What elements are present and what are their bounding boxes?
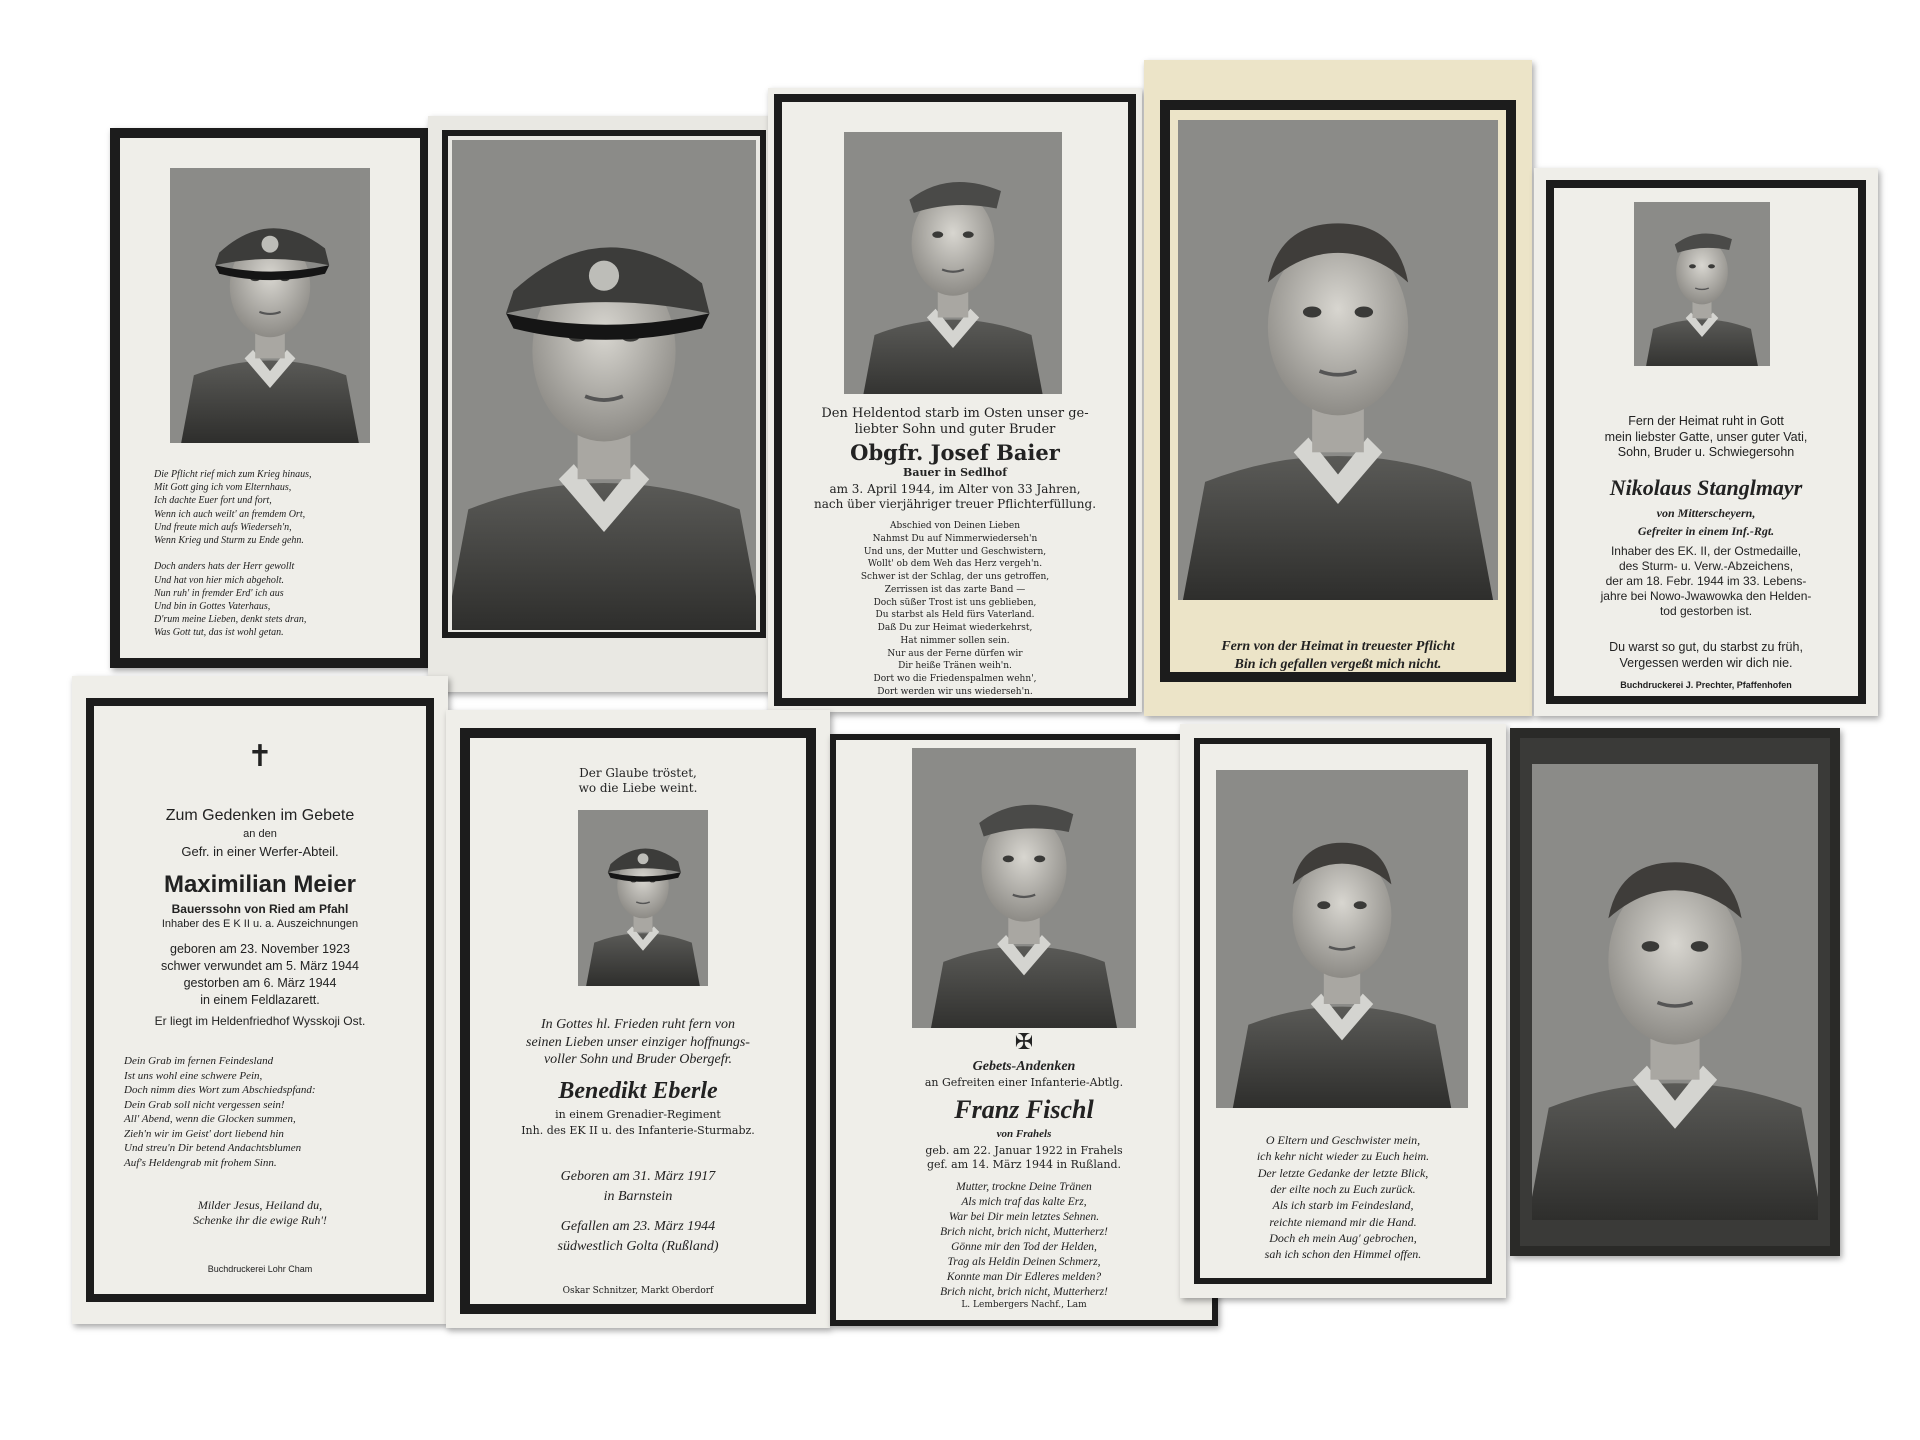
memorial-heading: Zum Gedenken im Gebete xyxy=(165,807,355,824)
soldier-name: Benedikt Eberle xyxy=(558,1078,718,1104)
soldier-name: Nikolaus Stanglmayr xyxy=(1609,475,1803,500)
memorial-intro: In Gottes hl. Frieden ruht fern von seinen Lieben unser einziger hoffnungs- voller Sohn und Bruder Obergefr. xyxy=(526,1017,750,1067)
line-an: an den xyxy=(243,828,277,840)
memorial-card-5 xyxy=(1534,168,1878,716)
soldier-portrait xyxy=(452,140,756,630)
soldier-portrait xyxy=(170,168,370,443)
soldier-origin: von Frahels xyxy=(996,1128,1052,1140)
memorial-card-4 xyxy=(1144,60,1532,716)
memorial-prayer: Milder Jesus, Heiland du, Schenke ihr die ewige Ruh'! xyxy=(193,1198,327,1227)
memorial-caption: Fern von der Heimat in treuester Pflicht Bin ich gefallen vergeßt mich nicht. xyxy=(1221,639,1455,672)
soldier-name: Maximilian Meier xyxy=(163,871,357,898)
grave-location: Er liegt im Heldenfriedhof Wysskoji Ost. xyxy=(154,1014,366,1028)
memorial-details: geb. am 22. Januar 1922 in Frahels gef. am 14. März 1944 in Rußland. xyxy=(925,1144,1123,1171)
memorial-card-9 xyxy=(1180,724,1506,1298)
soldier-award: Inhaber des E K II u. a. Auszeichnungen xyxy=(161,918,359,930)
memorial-card-1 xyxy=(110,128,430,668)
died-date: Gefallen am 23. März 1944 xyxy=(560,1219,716,1234)
memorial-card-6 xyxy=(72,676,448,1324)
memorial-card-8 xyxy=(830,734,1218,1326)
soldier-portrait xyxy=(1178,120,1498,600)
soldier-portrait xyxy=(844,132,1062,394)
printer-credit: Buchdruckerei J. Prechter, Pfaffenhofen xyxy=(1620,680,1792,690)
memorial-details: am 3. April 1944, im Alter von 33 Jahren, nach über vierjähriger treuer Pflichterfüllung. xyxy=(813,482,1097,511)
printer-credit: L. Lembergers Nachf., Lam xyxy=(961,1300,1087,1310)
memorial-card-3 xyxy=(768,88,1142,712)
soldier-unit: in einem Grenadier-Regiment xyxy=(555,1108,721,1121)
soldier-rank: Gefr. in einer Werfer-Abteil. xyxy=(181,844,339,859)
soldier-name: Obgfr. Josef Baier xyxy=(850,440,1060,465)
soldier-portrait xyxy=(1532,764,1818,1220)
memorial-verse: Abschied von Deinen Lieben Nahmst Du auf Nimmerwiederseh'n Und uns, der Mutter und Geschwistern, Wollt' ob dem Weh das Herz vergeh'n. Schwer ist der Schlag, der uns getroffen, Zerrissen ist das zarte Band — Doch süßer Trost ist uns geblieben, Du starbst als Held fürs Vaterland. Daß Du zur Heimat wiederkehrst, Hat nimmer sollen sein. Nur aus der Ferne dürfen wir Dir heiße Tränen weih'n. Dort wo die Friedenspalmen wehn', Dort werden wir uns wiederseh'n. xyxy=(860,521,1050,697)
printer-credit: Oskar Schnitzer, Markt Oberdorf xyxy=(562,1286,714,1296)
memorial-verse: Dein Grab im fernen Feindesland Ist uns wohl eine schwere Pein, Doch nimm dies Wort zum Abschiedspfand: Dein Grab soll nicht vergessen sein! All' Abend, wenn die Glocken summen, Zieh'n wir im Geist' dort liebend hin Und streu'n Dir betend Andachtsblumen Auf's Heldengrab mit frohem Sinn. xyxy=(124,1055,316,1169)
soldier-portrait xyxy=(912,748,1136,1028)
memorial-heading: Gebets-Andenken xyxy=(972,1059,1076,1074)
born-place: in Barnstein xyxy=(603,1189,673,1204)
iron-cross-icon: ✠ xyxy=(1014,1030,1034,1055)
born-date: Geboren am 31. März 1917 xyxy=(560,1169,716,1184)
soldier-portrait xyxy=(1634,202,1770,366)
soldier-portrait xyxy=(578,810,708,986)
soldier-origin: Bauer in Sedlhof xyxy=(903,466,1007,479)
died-place: in einem Feldlazarett. xyxy=(200,993,320,1007)
soldier-rank: an Gefreiten einer Infanterie-Abtlg. xyxy=(924,1076,1124,1089)
memorial-intro: Den Heldentod starb im Osten unser ge- liebter Sohn und guter Bruder xyxy=(821,406,1089,438)
cross-icon: ✝ xyxy=(247,739,273,774)
memorial-details: Inhaber des EK. II, der Ostmedaille, des Sturm- u. Verw.-Abzeichens, der am 18. Febr. 1944 im 33. Lebens- jahre bei Nowo-Jwawowka den Helden- tod gestorben ist. xyxy=(1600,544,1812,618)
memorial-motto: Der Glaube tröstet, wo die Liebe weint. xyxy=(578,766,698,795)
printer-credit: Buchdruckerei Lohr Cham xyxy=(207,1264,313,1274)
memorial-verse: Die Pflicht rief mich zum Krieg hinaus, Mit Gott ging ich vom Elternhaus, Ich dachte Euer fort und fort, Wenn ich auch weilt' an fremdem Ort, Und freute mich aufs Wiederseh'n, Wenn Krieg und Sturm zu Ende gehn. Doch anders hats der Herr gewollt Und hat von hier mich abgeholt. Nun ruh' in fremder Erd' ich aus Und bin in Gottes Vaterhaus, D'rum meine Lieben, denkt stets dran, Was Gott tut, das ist wohl getan. xyxy=(154,469,312,639)
died-place: südwestlich Golta (Rußland) xyxy=(557,1239,719,1254)
memorial-card-2 xyxy=(428,116,780,692)
memorial-verse: Mutter, trockne Deine Tränen Als mich traf das kalte Erz, War bei Dir mein letztes Sehnen. Brich nicht, brich nicht, Mutterherz! Gönne mir den Tod der Helden, Trag als Heldin Deinen Schmerz, Konnte man Dir Edleres melden? Brich nicht, brich nicht, Mutterherz! xyxy=(940,1181,1108,1298)
memorial-verse: O Eltern und Geschwister mein, ich kehr nicht wieder zu Euch heim. Der letzte Gedanke der letzte Blick, der eilte noch zu Euch zurück. Als ich starb im Feindesland, reichte niemand mir die Hand. Doch eh mein Aug' gebrochen, sah ich schon den Himmel offen. xyxy=(1256,1133,1430,1262)
soldier-name: Franz Fischl xyxy=(954,1095,1094,1124)
soldier-rank: Gefreiter in einem Inf.-Rgt. xyxy=(1637,524,1775,538)
wounded-date: schwer verwundet am 5. März 1944 xyxy=(160,959,359,973)
soldier-award: Inh. des EK II u. des Infanterie-Sturmabz. xyxy=(521,1124,755,1137)
memorial-intro: Fern der Heimat ruht in Gott mein liebster Gatte, unser guter Vati, Sohn, Bruder u. Schwiegersohn xyxy=(1604,414,1808,460)
born-date: geboren am 23. November 1923 xyxy=(170,942,350,956)
memorial-card-7 xyxy=(446,710,830,1328)
died-date: gestorben am 6. März 1944 xyxy=(183,976,337,990)
soldier-portrait xyxy=(1216,770,1468,1108)
soldier-origin: Bauerssohn von Ried am Pfahl xyxy=(171,902,349,916)
soldier-origin: von Mitterscheyern, xyxy=(1656,506,1756,520)
memorial-closing: Du warst so gut, du starbst zu früh, Vergessen werden wir dich nie. xyxy=(1609,640,1803,670)
memorial-card-10 xyxy=(1510,728,1840,1256)
